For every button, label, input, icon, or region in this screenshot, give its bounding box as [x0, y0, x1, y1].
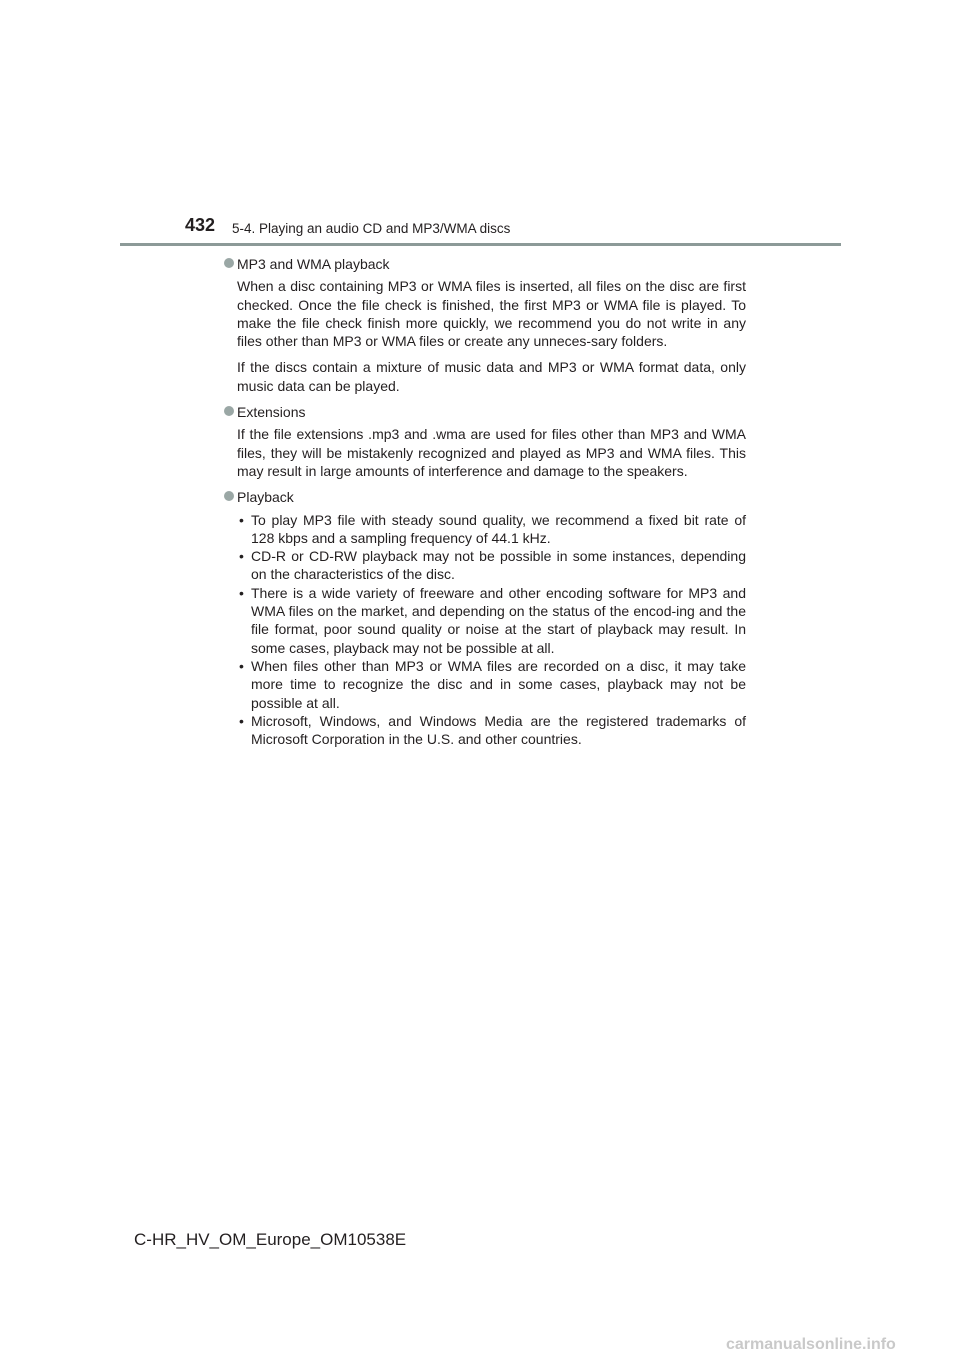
section-heading [222, 255, 746, 273]
section-extensions [222, 403, 746, 480]
list-item [237, 547, 746, 584]
bullet-icon [224, 258, 234, 268]
list-item [237, 712, 746, 749]
section-heading [222, 403, 746, 421]
section-heading-text: Extensions [237, 404, 306, 421]
list-item [237, 657, 746, 712]
list-item-text: When files other than MP3 or WMA files are recorded on a disc, it may take more time to recognize the disc and in some cases, playback may not be possible at all. [251, 657, 746, 711]
bullet-icon [224, 491, 234, 501]
header-divider [120, 243, 841, 246]
list-item [237, 511, 746, 548]
section-heading-text: MP3 and WMA playback [237, 256, 390, 272]
watermark-text: carmanualsonline.info [726, 1336, 896, 1353]
section-heading [222, 488, 746, 506]
playback-list [237, 511, 746, 749]
list-item-text: CD-R or CD-RW playback may not be possible in some instances, depending on the characteristics of the disc. [251, 548, 746, 583]
document-code: C-HR_HV_OM_Europe_OM10538E [134, 1230, 407, 1249]
page-number: 432 [185, 215, 216, 235]
paragraph: When a disc containing MP3 or WMA files is inserted, all files on the disc are first checked. Once the file check is finished, the first MP3 or WMA file is played. To make the file check finish more quickly, we recommend you do not write in any files other than MP3 or WMA files or create any unneces-sary folders. [237, 278, 746, 350]
list-item-text: There is a wide variety of freeware and other encoding software for MP3 and WMA files on the market, and depending on the status of the encod-ing and the file format, poor sound quality or noise at the start of playback may result. In some cases, playback may not be possible at all. [251, 584, 746, 656]
sub-bullet-icon: • [239, 712, 244, 729]
sub-bullet-icon: • [239, 584, 244, 601]
section-heading-text: Playback [237, 489, 294, 506]
sub-bullet-icon: • [239, 511, 244, 528]
bullet-icon [224, 406, 234, 416]
list-item-text: Microsoft, Windows, and Windows Media are the registered trademarks of Microsoft Corporation in the U.S. and other countries. [251, 712, 746, 748]
list-item [237, 584, 746, 657]
section-playback [222, 488, 746, 748]
paragraph: If the file extensions .mp3 and .wma are used for files other than MP3 and WMA files, they will be mistakenly recognized and played as MP3 and WMA files. This may result in large amounts of interference and damage to the speakers. [237, 426, 746, 479]
sub-bullet-icon: • [239, 657, 244, 674]
paragraph: If the discs contain a mixture of music data and MP3 or WMA format data, only music data can be played. [237, 359, 746, 394]
main-content [222, 255, 746, 748]
sub-bullet-icon: • [239, 548, 244, 565]
section-title: 5-4. Playing an audio CD and MP3/WMA discs [232, 221, 511, 236]
list-item-text: To play MP3 file with steady sound quality, we recommend a fixed bit rate of 128 kbps and a sampling frequency of 44.1 kHz. [251, 511, 746, 546]
section-mp3-wma-playback [222, 255, 746, 395]
